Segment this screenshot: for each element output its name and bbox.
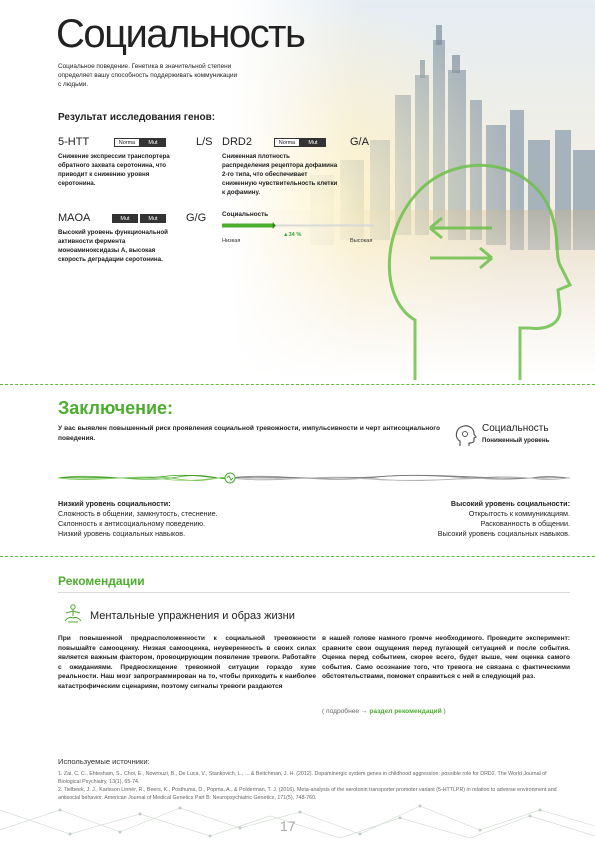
- section-divider: [0, 384, 595, 385]
- recommendations-subheading: Ментальные упражнения и образ жизни: [90, 610, 295, 622]
- head-icon: [452, 422, 478, 448]
- gene-name: MAOA: [58, 212, 91, 224]
- sociality-scale-bar: [222, 222, 374, 229]
- genotype-chip-mut: Mut: [300, 138, 326, 147]
- scale-low-label: Низкая: [222, 238, 241, 244]
- scale-high-label: Высокая: [350, 238, 373, 244]
- source-item: 2. Tielbeek, J. J., Karlsson Linnér, R., Beers, K., Posthuma, D., Popma, A., & Polderman, T. J. (2016). Meta-analysis of the serotonin transporter promoter variant (5-HTTLPR) in relation to adverse environment and antisocial behavior. American Journal of Medical Genetics Part B: Neuropsychiatric Genetics, 171(5), 748-760.: [58, 787, 557, 801]
- results-heading: Результат исследования генов:: [58, 112, 216, 123]
- genotype-chip-norma: Norma: [274, 138, 300, 147]
- section-divider: [0, 556, 595, 557]
- conclusion-heading: Заключение:: [58, 398, 174, 418]
- sociality-badge-title: Социальность: [482, 423, 549, 434]
- genotype-value: G/G: [186, 212, 207, 224]
- meditation-icon: [62, 603, 84, 625]
- scale-label: Социальность: [222, 211, 269, 218]
- genotype-chip-mut: Mut: [140, 214, 166, 223]
- gene-name: 5-HTT: [58, 136, 90, 148]
- gene-description: Высокий уровень функциональной активности фермента моноаминоксидазы А, высокая скорость деградации серотонина.: [58, 229, 168, 263]
- genotype-chip-mut: Mut: [112, 214, 138, 223]
- recommendation-text-col1: При повышенной предрасположенности к социальной тревожности повышайте самооценку. Низкая самооценка, неуверенность в своих силах является важным фактором, провоцирующим появление тревоги. Работайте с ожиданиями. Предвосхищение тревожной ситуации гораздо хуже реальности. Наш мозг запрограммирован на то, чтобы приходить к наиболее катастрофическим сценариям, поэтому сигналы тревоги раздаются: [58, 635, 316, 690]
- page-title: Социальность: [56, 12, 305, 56]
- more-link-line: ( подробнее → раздел рекомендаций ): [322, 708, 446, 715]
- genotype-chip-norma: Norma: [114, 138, 140, 147]
- recommendations-heading: Рекомендации: [58, 574, 145, 588]
- gene-name: DRD2: [222, 136, 252, 148]
- source-item: 1. Zai, C. C., Ehtesham, S., Choi, E., Nowrouzi, B., De Luca, V., Stankovich, L., ... & Beitchman, J. H. (2012). Dopaminergic system genes in childhood aggression: possible role for DRD2. The World Journal of Biological Psychiatry, 13(1), 65-74.: [58, 771, 547, 785]
- high-sociality-box: Высокий уровень социальности: Открытость к коммуникациям. Раскованность в общении. Высокий уровень социальных навыков.: [437, 499, 570, 538]
- genotype-value: L/S: [196, 136, 213, 148]
- recommendations-rule: [58, 592, 570, 593]
- gene-description: Снижение экспрессии транспортера обратного захвата серотонина, что приводит к снижению уровня серотонина.: [58, 153, 170, 187]
- genotype-value: G/A: [350, 136, 369, 148]
- page-number: 17: [280, 818, 296, 834]
- recommendation-text-col2: в нашей голове намного громче необходимого. Проведите эксперимент: сравните свои ощущения перед пугающей ситуацией и после события. Оценка перед событием, скорее всего, будет выше, чем оценка самого события. Само осознание того, что тревога не связана с фактическими обстоятельствами, поможет справиться с ней в следующий раз.: [322, 635, 570, 680]
- sociality-rope-indicator: [58, 466, 570, 490]
- low-sociality-box: Низкий уровень социальности: Сложность в общении, замкнутость, стеснение. Склонность к антисоциальному поведению. Низкий уровень социальных навыков.: [58, 499, 218, 538]
- sources-heading: Используемые источники:: [58, 757, 150, 766]
- gene-description: Сниженная плотность распределения рецептора дофамина 2-го типа, что обеспечивает сниженную чувствительность клетки к дофамину.: [222, 153, 338, 196]
- scale-value: ▲34 %: [283, 232, 302, 238]
- recommendations-section-link[interactable]: раздел рекомендаций: [369, 708, 442, 715]
- intro-text: Социальное поведение. Генетика в значительной степени определяет вашу способность поддерживать коммуникации с людьми.: [58, 63, 238, 88]
- genotype-chip-mut: Mut: [140, 138, 166, 147]
- sources-list: [58, 770, 570, 802]
- sociality-badge-level: Пониженный уровень: [482, 437, 550, 444]
- conclusion-text: У вас выявлен повышенный риск проявления социальной тревожности, импульсивности и черт антисоциального поведения.: [58, 425, 440, 442]
